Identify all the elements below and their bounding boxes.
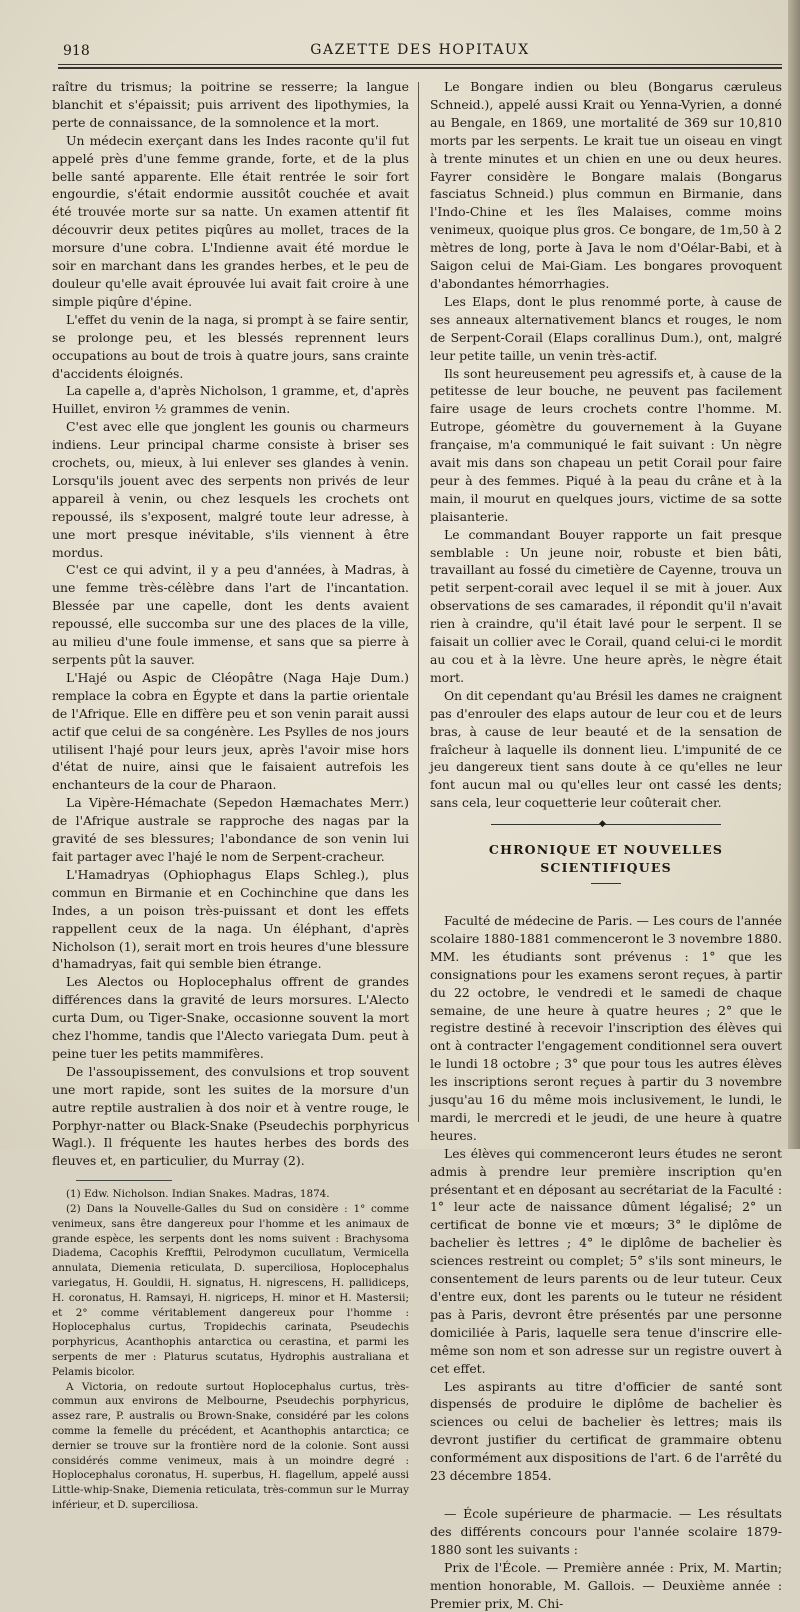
section-separator [491,819,721,830]
article-paragraph: Un médecin exerçant dans les Indes raconte qu'il fut appelé près d'une femme grande, forte, et de la plus belle santé apparente. Elle était rentrée le soir fort engourdie, s'était endormie aussitôt couchée et avait été trouvée morte sur sa natte. Un examen attentif fit découvrir deux petites piqûres au mollet, traces de la morsure d'une cobra. L'Indienne avait été mordue le soir en marchant dans les grandes herbes, et le peu de douleur qu'elle avait éprouvée lui avait fait croire à une simple piqûre d'épine. [52,132,409,309]
article-paragraph: On dit cependant qu'au Brésil les dames ne craignent pas d'enrouler des elaps autour de leur cou et de leurs bras, à cause de leur beauté et de la sensation de fraîcheur à laquelle ils donnent lieu. L'impunité de ce jeu dangereux tient sans doute à ce qu'elles ne leur font aucun mal ou qu'elles leur ont cassé les dents; sans cela, leur coquetterie leur coûterait cher. [430,687,782,811]
article-paragraph: La Vipère-Hémachate (Sepedon Hæmachates Merr.) de l'Afrique australe se rapproche des nagas par la gravité de ses blessures; l'abondance de son venin lui fait partager avec l'hajé le nom de Serpent-cracheur. [52,795,409,864]
article-paragraph: De l'assoupissement, des convulsions et trop souvent une mort rapide, sont les suites de la morsure d'un autre reptile australien à dos noir et à ventre rouge, le Porphyr-natter ou Black-Snake (Pseudechis porphyricus Wagl.). Il fréquente les hautes herbes des bords des fleuves et, en particulier, du Murray (2). [52,1063,409,1169]
page-header [58,40,782,60]
article-paragraph: C'est ce qui advint, il y a peu d'années, à Madras, à une femme très-célèbre dans l'art de l'incantation. Blessée par une capelle, dont les dents avaient repoussé, elle succomba sur une des places de la ville, au milieu d'une foule immense, et sans que sa pierre à serpents pût la sauver. [52,562,409,667]
separator-ornament-icon: ◆ [599,819,606,830]
article-paragraph: Les Elaps, dont le plus renommé porte, à cause de ses anneaux alternativement blancs et rouges, le nom de Serpent-Corail (Elaps corallinus Dum.), ont, malgré leur petite taille, un venin très-actif. [430,293,782,363]
page-edge-shadow [788,0,800,1149]
article-paragraph: L'effet du venin de la naga, si prompt à se faire sentir, se prolonge peu, et les blessés reprennent leurs occupations au bout de trois à quatre jours, sans crainte d'accidents éloignés. [52,311,409,381]
page-number: 918 [63,43,90,59]
right-column [430,78,782,1612]
left-column [52,78,409,1513]
article-paragraph: raître du trismus; la poitrine se resserre; la langue blanchit et s'épaissit; puis arrivent des lipothymies, la perte de connaissance, de la somnolence et la mort. [52,79,409,130]
article-paragraph: L'Hamadryas (Ophiophagus Elaps Schleg.), plus commun en Birmanie et en Cochinchine que dans les Indes, a un poison très-puissant et dont les effets rappellent ceux de la naga. Un éléphant, d'après Nicholson (1), serait mort en trois heures d'une blessure d'hamadryas, fait qui semble bien étrange. [52,866,409,972]
footnote: (2) Dans la Nouvelle-Galles du Sud on considère : 1° comme venimeux, sans être dangereux pour l'homme et les animaux de grande espèce, les serpents dont les noms suivent : Brachysoma Diadema, Cacophis Krefftii, Pelrodymon cucullatum, Vermicella annulata, Diemenia reticulata, D. superciliosa, Hoplocephalus variegatus, H. Gouldii, H. signatus, H. nigrescens, H. pallidiceps, H. coronatus, H. Ramsayi, H. nigriceps, H. minor et H. Mastersii; et 2° comme véritablement dangereux pour l'homme : Hoplocephalus curtus, Tropidechis carinata, Pseudechis porphyricus, Acanthophis antarctica ou cerastina, et parmi les serpents de mer : Platurus scutatus, Hydrophis australiana et Pelamis bicolor. [52,1203,409,1378]
footnote-rule [76,1180,172,1181]
header-rule-thin [58,64,782,65]
footnote: (1) Edw. Nicholson. Indian Snakes. Madras, 1874. [66,1188,330,1201]
footnote: A Victoria, on redoute surtout Hoplocephalus curtus, très-commun aux environs de Melbourne, Pseudechis porphyricus, assez rare, P. australis ou Brown-Snake, considéré par les colons comme la femelle du précédent, et Acanthophis antarctica; ce dernier se trouve sur la frontière nord de la colonie. Sont aussi considérés comme venimeux, mais à un moindre degré : Hoplocephalus coronatus, H. superbus, H. flagellum, appelé aussi Little-whip-Snake, Diemenia reticulata, très-commun sur le Murray inférieur, et D. superciliosa. [52,1380,409,1512]
news-paragraph: Faculté de médecine de Paris. — Les cours de l'année scolaire 1880-1881 commenceront le 3 novembre 1880. MM. les étudiants sont prévenus : 1° que les consignations pour les examens seront reçues, à partir du 22 octobre, le vendredi et le samedi de chaque semaine, de une heure à quatre heures ; 2° que le registre destiné à recevoir l'inscription des élèves qui ont à contracter l'engagement conditionnel sera ouvert le lundi 18 octobre ; 3° que pour tous les autres élèves les inscriptions seront reçues à partir du 3 novembre jusqu'au 16 du même mois inclusivement, le lundi, le mardi, le mercredi et le jeudi, de une heure à quatre heures. [430,912,782,1143]
news-paragraph: — École supérieure de pharmacie. — Les résultats des différents concours pour l'année scolaire 1879-1880 sont les suivants : [430,1505,782,1557]
article-paragraph: Ils sont heureusement peu agressifs et, à cause de la petitesse de leur bouche, ne peuvent pas facilement faire usage de leurs crochets contre l'homme. M. Eutrope, géomètre du gouvernement à la Guyane française, m'a communiqué le fait suivant : Un nègre avait mis dans son chapeau un petit Corail pour faire peur à des femmes. Piqué à la peau du crâne et à la main, il mourut en quelques jours, victime de sa sotte plaisanterie. [430,365,782,524]
news-paragraph: Les aspirants au titre d'officier de santé sont dispensés de produire le diplôme de bachelier ès sciences ou celui de bachelier ès lettres; mais ils devront justifier du certificat de grammaire obtenu conformément aux dispositions de l'art. 6 de l'arrêté du 23 décembre 1854. [430,1378,782,1484]
news-paragraph: Les élèves qui commenceront leurs études ne seront admis à prendre leur première inscription qu'en présentant et en déposant au secrétariat de la Faculté : 1° leur acte de naissance dûment légalisé; 2° un certificat de bonne vie et mœurs; 3° le diplôme de bachelier ès lettres ; 4° le diplôme de bachelier ès sciences restreint ou complet; 5° s'ils sont mineurs, le consentement de leurs parents ou de leur tuteur. Ceux d'entre eux, dont les parents ou le tuteur ne résident pas à Paris, devront être présentés par une personne domiciliée à Paris, laquelle sera tenue d'inscrire elle-même son nom et son adresse sur un registre ouvert à cet effet. [430,1145,782,1376]
section-title: CHRONIQUE ET NOUVELLES SCIENTIFIQUES [488,842,724,876]
column-divider [418,82,419,1122]
article-paragraph: Le commandant Bouyer rapporte un fait presque semblable : Un jeune noir, robuste et bien bâti, travaillant au fossé du cimetière de Cayenne, trouva un petit serpent-corail avec lequel il se mit à jouer. Aux observations de ses camarades, il répondit qu'il n'avait rien à craindre, qu'il était lavé pour le serpent. Il se faisait un collier avec le Corail, quand celui-ci le mordit au cou et à la lèvre. Une heure après, le nègre était mort. [430,526,782,685]
spacer [430,1485,782,1505]
header-rule-thick [58,67,782,69]
news-paragraph: Prix de l'École. — Première année : Prix, M. Martin; mention honorable, M. Gallois. — Deuxième année : Premier prix, M. Chi- [430,1559,782,1611]
article-paragraph: Les Alectos ou Hoplocephalus offrent de grandes différences dans la gravité de leurs morsures. L'Alecto curta Dum, ou Tiger-Snake, occasionne souvent la mort chez l'homme, tandis que l'Alecto variegata Dum. peut à peine tuer les petits mammifères. [52,974,409,1061]
article-paragraph: La capelle a, d'après Nicholson, 1 gramme, et, d'après Huillet, environ ½ grammes de venin. [52,383,409,417]
journal-title: GAZETTE DES HOPITAUX [310,42,530,58]
article-paragraph: L'Hajé ou Aspic de Cléopâtre (Naga Haje Dum.) remplace la cobra en Égypte et dans la partie orientale de l'Afrique. Elle en diffère peu et son venin parait aussi actif que celui de sa congénère. Les Psylles de nos jours utilisent l'hajé pour leurs jeux, après l'avoir mise hors d'état de nuire, ainsi que le faisaient autrefois les enchanteurs de la cour de Pharaon. [52,669,409,793]
article-paragraph: C'est avec elle que jonglent les gounis ou charmeurs indiens. Leur principal charme consiste à briser ses crochets, ou, mieux, à lui enlever ses glandes à venin. Lorsqu'ils jouent avec des serpents non privés de leur appareil à venin, ou chez lesquels les crochets ont repoussé, ils s'exposent, malgré toute leur adresse, à une mort presque inévitable, s'ils viennent à être mordus. [52,419,409,560]
section-title-rule [591,883,621,884]
article-paragraph: Le Bongare indien ou bleu (Bongarus cæruleus Schneid.), appelé aussi Krait ou Yenna-Vyrien, a donné au Bengale, en 1869, une mortalité de 369 sur 10,810 morts par les serpents. Le krait tue un oiseau en vingt à trente minutes et un chien en une ou deux heures. Fayrer considère le Bongare malais (Bongarus fasciatus Schneid.) plus commun en Birmanie, dans l'Indo-Chine et les îles Malaises, comme moins venimeux, quoique plus gros. Ce bongare, de 1m,50 à 2 mètres de long, porte à Java le nom d'Oélar-Babi, et à Saigon celui de Mai-Giam. Les bongares provoquent d'abondantes hémorrhagies. [430,79,782,291]
